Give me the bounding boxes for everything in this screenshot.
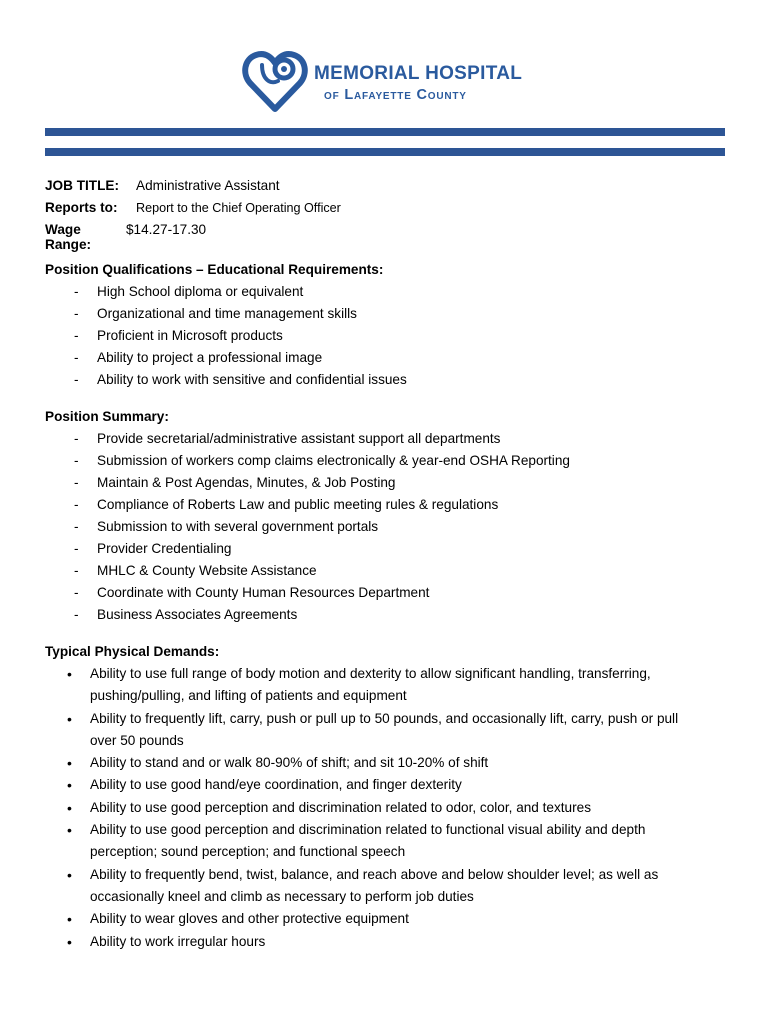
list-item: - MHLC & County Website Assistance (45, 560, 725, 582)
physical-demands-heading: Typical Physical Demands: (45, 644, 220, 659)
hospital-logo (240, 45, 540, 115)
logo-line1: MEMORIAL HOSPITAL (314, 63, 523, 84)
list-item: - Organizational and time management skills (45, 303, 725, 325)
job-title-row (45, 178, 725, 200)
list-item: - Ability to project a professional image (45, 347, 725, 369)
list-item: • Ability to frequently bend, twist, balance, and reach above and below shoulder level; as well as occasionally kneel and climb as necessary to perform job duties (45, 864, 725, 909)
list-item: • Ability to use good perception and discrimination related to functional visual ability and depth perception; sound perception; and functional speech (45, 819, 725, 864)
qualifications-list (45, 281, 725, 391)
list-item: - Coordinate with County Human Resources Department (45, 582, 725, 604)
list-item: - Proficient in Microsoft products (45, 325, 725, 347)
qualifications-heading: Position Qualifications – Educational Requirements: (45, 262, 384, 277)
heart-stethoscope-icon (240, 45, 310, 115)
job-title-value: Administrative Assistant (136, 178, 280, 193)
reports-to-label: Reports to: (45, 200, 118, 215)
job-description (45, 178, 725, 953)
header-divider-top (45, 128, 725, 136)
list-item: • Ability to use good hand/eye coordination, and finger dexterity (45, 774, 725, 796)
list-item: • Ability to stand and or walk 80-90% of shift; and sit 10-20% of shift (45, 752, 725, 774)
list-item: • Ability to use good perception and discrimination related to odor, color, and textures (45, 797, 725, 819)
summary-heading: Position Summary: (45, 409, 169, 424)
header-divider-bottom (45, 148, 725, 156)
logo-line2: of Lafayette County (324, 87, 467, 103)
list-item: - Ability to work with sensitive and confidential issues (45, 369, 725, 391)
list-item: - Provide secretarial/administrative assistant support all departments (45, 428, 725, 450)
summary-list (45, 428, 725, 626)
list-item: • Ability to wear gloves and other protective equipment (45, 908, 725, 930)
list-item: - High School diploma or equivalent (45, 281, 725, 303)
list-item: - Submission to with several government portals (45, 516, 725, 538)
physical-demands-list (45, 663, 725, 953)
list-item: - Business Associates Agreements (45, 604, 725, 626)
wage-range-value: $14.27-17.30 (126, 222, 207, 237)
wage-range-row (45, 222, 725, 252)
wage-range-label: Wage Range: (45, 222, 92, 252)
list-item: - Provider Credentialing (45, 538, 725, 560)
job-title-label: JOB TITLE: (45, 178, 120, 193)
reports-to-value: Report to the Chief Operating Officer (136, 201, 341, 215)
list-item: • Ability to frequently lift, carry, push or pull up to 50 pounds, and occasionally lift, carry, push or pull over 50 pounds (45, 708, 725, 753)
list-item: - Maintain & Post Agendas, Minutes, & Job Posting (45, 472, 725, 494)
reports-to-row (45, 200, 725, 222)
list-item: • Ability to work irregular hours (45, 931, 725, 953)
list-item: - Submission of workers comp claims electronically & year-end OSHA Reporting (45, 450, 725, 472)
list-item: • Ability to use full range of body motion and dexterity to allow significant handling, transferring, pushing/pulling, and lifting of patients and equipment (45, 663, 725, 708)
list-item: - Compliance of Roberts Law and public meeting rules & regulations (45, 494, 725, 516)
